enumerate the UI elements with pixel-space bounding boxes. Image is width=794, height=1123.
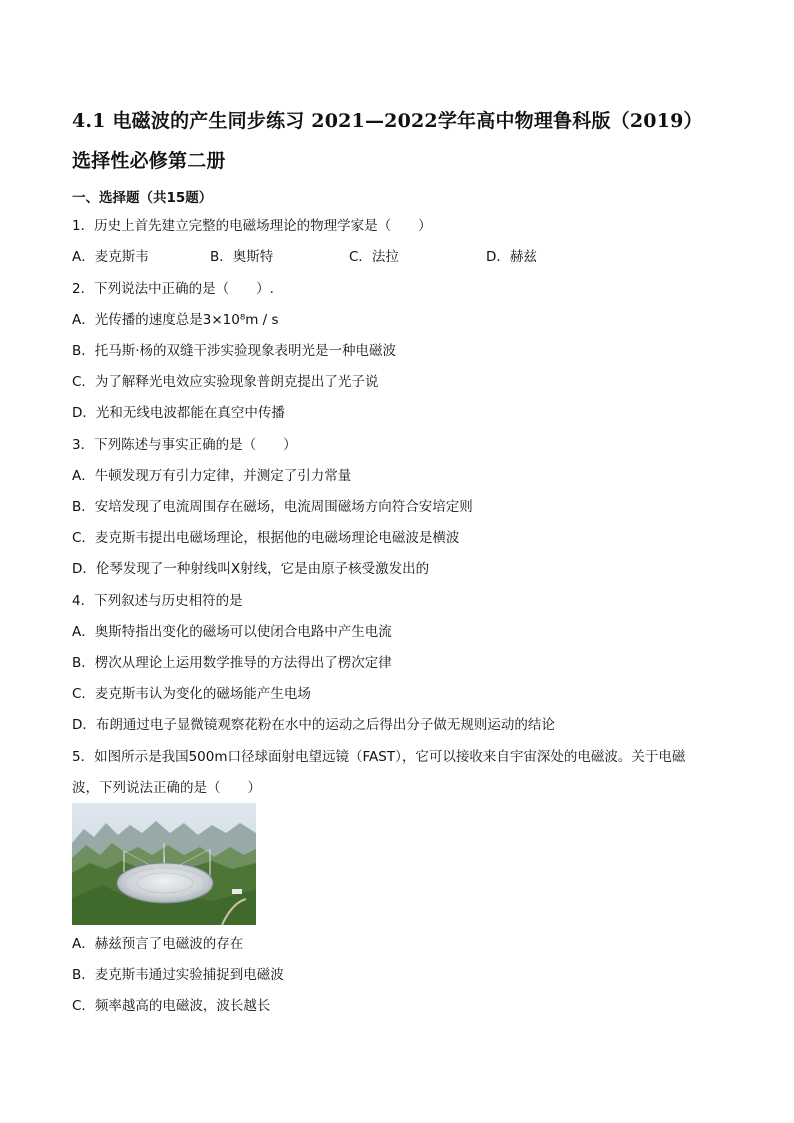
q1-option-d: D．赫兹 <box>486 249 537 265</box>
doc-title-line-2: 选择性必修第二册 <box>72 150 226 172</box>
q2-option-a: A．光传播的速度总是3×10⁸m / s <box>72 312 279 328</box>
q3-stem: 3．下列陈述与事实正确的是（ ） <box>72 437 297 453</box>
q1-stem: 1．历史上首先建立完整的电磁场理论的物理学家是（ ） <box>72 218 432 234</box>
q3-option-d: D．伦琴发现了一种射线叫X射线，它是由原子核受激发出的 <box>72 561 430 577</box>
q4-option-c: C．麦克斯韦认为变化的磁场能产生电场 <box>72 686 311 702</box>
q2-stem: 2．下列说法中正确的是（ ）. <box>72 281 274 297</box>
fast-telescope-photo <box>72 803 256 925</box>
q4-option-b: B．楞次从理论上运用数学推导的方法得出了楞次定律 <box>72 655 392 671</box>
q4-option-a: A．奥斯特指出变化的磁场可以使闭合电路中产生电流 <box>72 624 392 640</box>
section-heading: 一、选择题（共15题） <box>72 190 213 206</box>
fast-telescope-illustration <box>72 803 256 925</box>
q3-option-c: C．麦克斯韦提出电磁场理论，根据他的电磁场理论电磁波是横波 <box>72 530 460 546</box>
q5-option-b: B．麦克斯韦通过实验捕捉到电磁波 <box>72 967 284 983</box>
q3-option-b: B．安培发现了电流周围存在磁场，电流周围磁场方向符合安培定则 <box>72 499 473 515</box>
q2-option-d: D．光和无线电波都能在真空中传播 <box>72 405 285 421</box>
q4-stem: 4．下列叙述与历史相符的是 <box>72 593 243 609</box>
q1-option-c: C．法拉 <box>349 249 399 265</box>
q2-option-b: B．托马斯·杨的双缝干涉实验现象表明光是一种电磁波 <box>72 343 397 359</box>
q3-option-a: A．牛顿发现万有引力定律，并测定了引力常量 <box>72 468 352 484</box>
q5-option-c: C．频率越高的电磁波，波长越长 <box>72 998 271 1014</box>
q4-option-d: D．布朗通过电子显微镜观察花粉在水中的运动之后得出分子做无规则运动的结论 <box>72 717 555 733</box>
q1-option-a: A．麦克斯韦 <box>72 249 149 265</box>
doc-title-line-1: 4.1 电磁波的产生同步练习 2021—2022学年高中物理鲁科版（2019） <box>72 110 703 132</box>
q5-stem-line-2: 波，下列说法正确的是（ ） <box>72 780 261 796</box>
q2-option-c: C．为了解释光电效应实验现象普朗克提出了光子说 <box>72 374 379 390</box>
q5-stem-line-1: 5．如图所示是我国500m口径球面射电望远镜（FAST），它可以接收来自宇宙深处的电磁波。关于电磁 <box>72 749 686 765</box>
q5-option-a: A．赫兹预言了电磁波的存在 <box>72 936 244 952</box>
q1-option-b: B．奥斯特 <box>210 249 274 265</box>
